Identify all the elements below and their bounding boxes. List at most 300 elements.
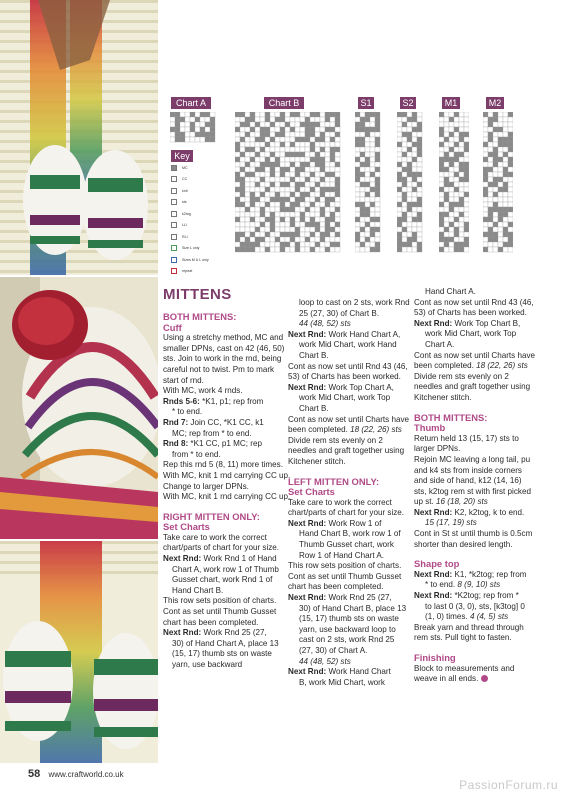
chart-cell <box>260 182 265 187</box>
chart-cell <box>250 142 255 147</box>
chart-cell <box>280 212 285 217</box>
chart-cell <box>439 222 444 227</box>
chart-cell <box>270 222 275 227</box>
instruction-text: * to end. <box>425 580 456 590</box>
chart-cell <box>417 112 422 117</box>
paragraph: Break yarn and thread through rem sts. Pull tight to fasten. <box>414 622 524 643</box>
chart-cell <box>240 122 245 127</box>
chart-cell <box>295 227 300 232</box>
paragraph: Cont in St st until thumb is 0.5cm shorter than desired length. <box>414 529 533 549</box>
chart-cell <box>407 147 412 152</box>
chart-cell <box>417 237 422 242</box>
chart-cell <box>375 172 380 177</box>
chart-cell <box>330 142 335 147</box>
chart-cell <box>365 112 370 117</box>
chart-cell <box>508 162 513 167</box>
chart-cell <box>355 237 360 242</box>
chart-cell <box>315 212 320 217</box>
chart-cell <box>250 237 255 242</box>
chart-cell <box>355 127 360 132</box>
chart-cell <box>270 192 275 197</box>
chart-cell <box>503 247 508 252</box>
chart-cell <box>498 242 503 247</box>
chart-cell <box>205 122 210 127</box>
instruction-label: Next Rnd: <box>414 318 453 328</box>
chart-cell <box>235 212 240 217</box>
chart-cell <box>190 117 195 122</box>
chart-cell <box>190 112 195 117</box>
chart-cell <box>483 207 488 212</box>
chart-cell <box>300 122 305 127</box>
chart-cell <box>417 162 422 167</box>
chart-cell <box>260 177 265 182</box>
chart-cell <box>444 122 449 127</box>
chart-cell <box>330 122 335 127</box>
paragraph: This row sets position of charts. <box>288 561 402 571</box>
chart-cell <box>295 187 300 192</box>
chart-cell <box>245 242 250 247</box>
chart-cell <box>250 207 255 212</box>
instruction <box>163 628 291 639</box>
instruction-text: *K2tog; rep from * <box>452 591 519 601</box>
chart-cell <box>439 117 444 122</box>
chart-cell <box>459 247 464 252</box>
section-subheading: Thumb <box>414 422 446 434</box>
chart-cell <box>508 187 513 192</box>
chart-cell <box>402 157 407 162</box>
chart-cell <box>190 132 195 137</box>
chart-cell <box>295 142 300 147</box>
chart-cell <box>280 187 285 192</box>
chart-cell <box>355 207 360 212</box>
chart-cell <box>295 132 300 137</box>
chart-cell <box>320 212 325 217</box>
chart-cell <box>255 177 260 182</box>
chart-cell <box>412 197 417 202</box>
photo-hat <box>0 277 158 539</box>
chart-cell <box>195 132 200 137</box>
chart-cell <box>498 177 503 182</box>
chart-cell <box>402 152 407 157</box>
chart-cell <box>240 217 245 222</box>
chart-cell <box>454 227 459 232</box>
instruction-label: Next Rnd: <box>288 329 327 339</box>
chart-cell <box>260 207 265 212</box>
chart-cell <box>402 207 407 212</box>
chart-cell <box>407 157 412 162</box>
chart-cell <box>444 217 449 222</box>
paragraph: This row sets position of charts. <box>163 596 277 606</box>
chart-cell <box>454 207 459 212</box>
paragraph: Return held 13 (15, 17) sts to larger DPNs. <box>414 433 519 454</box>
chart-cell <box>335 162 340 167</box>
chart-cell <box>295 232 300 237</box>
chart-cell <box>449 137 454 142</box>
chart-cell <box>407 212 412 217</box>
chart-cell <box>365 137 370 142</box>
chart-cell <box>295 117 300 122</box>
chart-cell <box>449 177 454 182</box>
chart-cell <box>459 232 464 237</box>
instruction-label: Next Rnd: <box>288 518 327 528</box>
chart-cell <box>454 182 459 187</box>
chart-cell <box>210 137 215 142</box>
chart-cell <box>310 167 315 172</box>
chart-cell <box>454 197 459 202</box>
chart-cell <box>375 212 380 217</box>
instruction-label: Next Rnd: <box>288 667 327 677</box>
chart-a-grid <box>170 112 218 144</box>
chart-cell <box>245 187 250 192</box>
chart-cell <box>508 212 513 217</box>
chart-cell <box>365 217 370 222</box>
chart-cell <box>360 112 365 117</box>
chart-cell <box>285 217 290 222</box>
chart-cell <box>330 242 335 247</box>
chart-cell <box>488 177 493 182</box>
chart-cell <box>483 147 488 152</box>
chart-cell <box>503 232 508 237</box>
chart-cell <box>508 202 513 207</box>
chart-cell <box>245 132 250 137</box>
chart-cell <box>280 192 285 197</box>
chart-cell <box>330 222 335 227</box>
instruction-label: Rnd 8: <box>163 439 189 449</box>
chart-cell <box>402 197 407 202</box>
key-row <box>171 254 209 266</box>
chart-cell <box>270 212 275 217</box>
chart-cell <box>488 217 493 222</box>
chart-cell <box>285 247 290 252</box>
chart-cell <box>250 162 255 167</box>
chart-cell <box>290 182 295 187</box>
chart-cell <box>305 167 310 172</box>
chart-cell <box>290 137 295 142</box>
chart-cell <box>493 217 498 222</box>
chart-cell <box>503 132 508 137</box>
chart-cell <box>330 152 335 157</box>
chart-cell <box>320 127 325 132</box>
chart-cell <box>503 207 508 212</box>
chart-cell <box>265 152 270 157</box>
chart-cell <box>375 197 380 202</box>
key-text: repeat <box>182 269 193 274</box>
instruction <box>414 508 536 519</box>
chart-cell <box>245 182 250 187</box>
chart-cell <box>250 127 255 132</box>
chart-cell <box>402 222 407 227</box>
chart-cell <box>407 127 412 132</box>
chart-cell <box>444 162 449 167</box>
chart-cell <box>397 117 402 122</box>
chart-cell <box>185 112 190 117</box>
chart-cell <box>454 247 459 252</box>
chart-m1-grid <box>439 112 469 260</box>
chart-cell <box>270 147 275 152</box>
chart-cell <box>315 227 320 232</box>
chart-cell <box>250 112 255 117</box>
chart-cell <box>483 242 488 247</box>
chart-cell <box>250 147 255 152</box>
chart-cell <box>508 197 513 202</box>
chart-cell <box>315 222 320 227</box>
chart-cell <box>275 222 280 227</box>
chart-cell <box>402 232 407 237</box>
chart-cell <box>235 227 240 232</box>
chart-cell <box>360 172 365 177</box>
chart-cell <box>290 227 295 232</box>
instruction-text: Work Rnd 25 (27, <box>326 593 392 603</box>
chart-cell <box>493 112 498 117</box>
chart-cell <box>493 192 498 197</box>
chart-cell <box>250 212 255 217</box>
chart-cell <box>439 207 444 212</box>
chart-cell <box>488 187 493 192</box>
chart-cell <box>295 112 300 117</box>
chart-cell <box>310 137 315 142</box>
chart-cell <box>360 217 365 222</box>
chart-cell <box>240 197 245 202</box>
paragraph: Cont as now set until Rnd 43 (46, 53) of Charts has been worked. <box>414 297 534 318</box>
chart-cell <box>325 197 330 202</box>
chart-cell <box>493 177 498 182</box>
chart-cell <box>493 122 498 127</box>
chart-cell <box>255 157 260 162</box>
chart-cell <box>295 162 300 167</box>
chart-cell <box>285 162 290 167</box>
section-heading: LEFT MITTEN ONLY: <box>288 475 380 487</box>
chart-cell <box>498 157 503 162</box>
chart-cell <box>417 247 422 252</box>
chart-cell <box>260 127 265 132</box>
chart-cell <box>370 197 375 202</box>
chart-cell <box>275 212 280 217</box>
chart-cell <box>402 247 407 252</box>
chart-cell <box>397 222 402 227</box>
chart-cell <box>260 157 265 162</box>
chart-cell <box>454 152 459 157</box>
paragraph: With MC, work 4 rnds. <box>163 386 243 396</box>
chart-cell <box>417 167 422 172</box>
chart-cell <box>412 182 417 187</box>
chart-cell <box>355 187 360 192</box>
chart-cell <box>235 172 240 177</box>
chart-cell <box>439 122 444 127</box>
chart-cell <box>370 157 375 162</box>
chart-cell <box>270 172 275 177</box>
chart-cell <box>493 202 498 207</box>
chart-cell <box>250 202 255 207</box>
chart-cell <box>210 132 215 137</box>
chart-cell <box>483 217 488 222</box>
chart-cell <box>195 127 200 132</box>
chart-cell <box>407 162 412 167</box>
chart-cell <box>402 162 407 167</box>
chart-cell <box>439 217 444 222</box>
paragraph-text: Cont as now set until Charts have been completed. <box>414 350 536 371</box>
chart-cell <box>265 247 270 252</box>
chart-cell <box>483 162 488 167</box>
text-column-2 <box>288 298 410 688</box>
chart-cell <box>365 212 370 217</box>
chart-cell <box>355 247 360 252</box>
instruction-text: *K1 CC, p1 MC; rep <box>188 439 262 449</box>
chart-cell <box>300 192 305 197</box>
chart-cell <box>325 217 330 222</box>
chart-cell <box>290 232 295 237</box>
chart-cell <box>295 192 300 197</box>
chart-cell <box>375 222 380 227</box>
chart-cell <box>360 207 365 212</box>
chart-cell <box>444 202 449 207</box>
chart-cell <box>250 167 255 172</box>
chart-cell <box>250 117 255 122</box>
chart-cell <box>275 167 280 172</box>
chart-cell <box>235 217 240 222</box>
chart-cell <box>503 227 508 232</box>
chart-cell <box>449 197 454 202</box>
chart-cell <box>260 247 265 252</box>
key-row <box>171 197 209 209</box>
chart-cell <box>503 157 508 162</box>
chart-cell <box>412 222 417 227</box>
chart-cell <box>412 192 417 197</box>
chart-cell <box>330 157 335 162</box>
lli-icon <box>171 222 177 228</box>
chart-cell <box>503 202 508 207</box>
chart-cell <box>375 177 380 182</box>
chart-cell <box>449 142 454 147</box>
paragraph-text: Cont as now set until Charts have been completed. <box>288 414 410 435</box>
chart-cell <box>265 237 270 242</box>
chart-cell <box>265 187 270 192</box>
key-text: sts <box>182 200 187 205</box>
chart-cell <box>397 207 402 212</box>
chart-cell <box>240 227 245 232</box>
chart-cell <box>260 162 265 167</box>
chart-cell <box>325 187 330 192</box>
chart-cell <box>235 112 240 117</box>
chart-cell <box>483 232 488 237</box>
chart-cell <box>375 142 380 147</box>
chart-cell <box>300 227 305 232</box>
chart-cell <box>397 217 402 222</box>
chart-cell <box>444 112 449 117</box>
chart-cell <box>325 162 330 167</box>
chart-cell <box>407 192 412 197</box>
chart-cell <box>454 112 459 117</box>
chart-cell <box>285 232 290 237</box>
chart-cell <box>265 157 270 162</box>
instruction <box>414 591 536 602</box>
chart-cell <box>285 212 290 217</box>
chart-cell <box>370 207 375 212</box>
chart-cell <box>464 162 469 167</box>
chart-cell <box>493 142 498 147</box>
chart-cell <box>498 162 503 167</box>
chart-cell <box>365 227 370 232</box>
chart-cell <box>365 202 370 207</box>
chart-cell <box>508 167 513 172</box>
chart-cell <box>360 177 365 182</box>
chart-cell <box>235 207 240 212</box>
chart-cell <box>315 117 320 122</box>
chart-cell <box>295 247 300 252</box>
chart-cell <box>459 157 464 162</box>
chart-cell <box>310 227 315 232</box>
instruction-text: Work Hand Chart <box>326 667 391 677</box>
chart-cell <box>503 197 508 202</box>
chart-cell <box>360 152 365 157</box>
chart-cell <box>180 122 185 127</box>
chart-cell <box>459 122 464 127</box>
chart-cell <box>260 137 265 142</box>
chart-cell <box>235 202 240 207</box>
chart-cell <box>397 202 402 207</box>
chart-cell <box>498 172 503 177</box>
chart-cell <box>285 182 290 187</box>
chart-cell <box>320 112 325 117</box>
chart-cell <box>483 157 488 162</box>
site-url[interactable]: www.craftworld.co.uk <box>48 770 124 779</box>
chart-cell <box>255 232 260 237</box>
chart-cell <box>265 242 270 247</box>
chart-cell <box>235 167 240 172</box>
chart-cell <box>449 187 454 192</box>
chart-cell <box>402 182 407 187</box>
chart-cell <box>355 112 360 117</box>
chart-cell <box>488 137 493 142</box>
chart-cell <box>320 187 325 192</box>
chart-cell <box>483 197 488 202</box>
chart-cell <box>493 247 498 252</box>
chart-cell <box>439 232 444 237</box>
chart-cell <box>417 152 422 157</box>
chart-cell <box>449 127 454 132</box>
stitch-count: 16 (18, 20) sts <box>436 497 488 507</box>
chart-cell <box>375 157 380 162</box>
chart-cell <box>330 182 335 187</box>
chart-cell <box>295 197 300 202</box>
chart-cell <box>310 152 315 157</box>
chart-cell <box>402 217 407 222</box>
chart-cell <box>355 212 360 217</box>
chart-cell <box>498 182 503 187</box>
text-column-1 <box>163 287 291 671</box>
chart-cell <box>185 132 190 137</box>
chart-cell <box>412 237 417 242</box>
chart-cell <box>365 117 370 122</box>
chart-cell <box>493 167 498 172</box>
chart-cell <box>170 117 175 122</box>
chart-cell <box>402 112 407 117</box>
chart-cell <box>300 167 305 172</box>
key-swatch <box>171 245 177 251</box>
chart-cell <box>305 232 310 237</box>
chart-cell <box>320 152 325 157</box>
chart-cell <box>315 167 320 172</box>
chart-cell <box>503 192 508 197</box>
chart-cell <box>488 127 493 132</box>
chart-cell <box>498 132 503 137</box>
chart-cell <box>412 162 417 167</box>
chart-cell <box>250 187 255 192</box>
chart-cell <box>295 212 300 217</box>
chart-cell <box>235 222 240 227</box>
chart-cell <box>508 122 513 127</box>
chart-cell <box>417 132 422 137</box>
chart-cell <box>305 177 310 182</box>
